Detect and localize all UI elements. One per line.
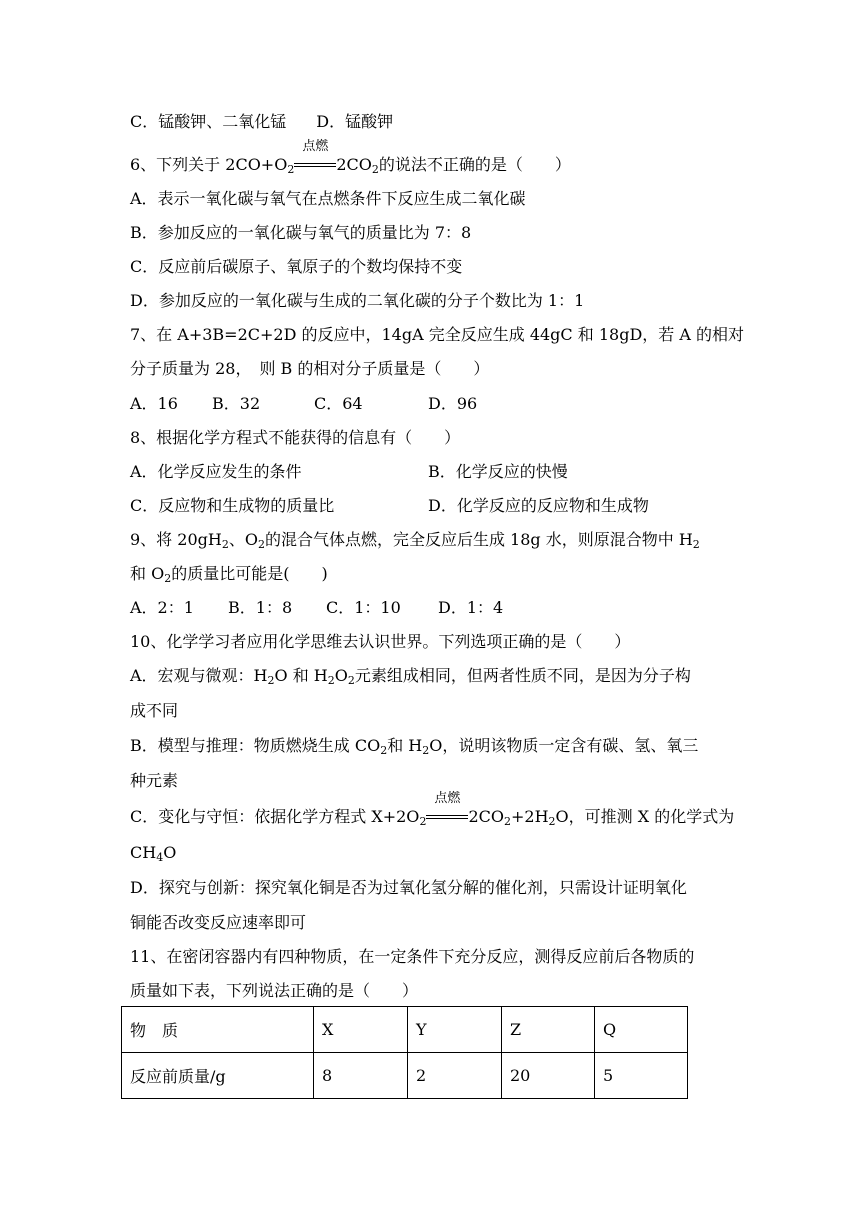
q7-option-d: D．96 [428,394,478,413]
table-cell: 2 [408,1053,502,1099]
q10-condition-arrow [426,791,468,828]
table-cell: 20 [502,1053,595,1099]
q10-option-d-line2: 铜能否改变反应速率即可 [130,913,307,932]
q9-option-c: C．1：10 [326,598,401,617]
q6-condition-arrow [294,139,336,176]
q9-option-a: A．2：1 [130,598,194,617]
table-cell: 8 [314,1053,408,1099]
q11-mass-table [121,1006,688,1099]
q5-options-line [130,111,393,133]
table-cell: Y [408,1007,502,1053]
q10-option-b-line2: 种元素 [130,771,179,790]
q10-option-c-line2: $CH_4O$ [130,843,177,864]
q9-options-line [130,597,503,619]
q10-condition: 点燃 [434,791,461,806]
q7-stem-line1: 7、在 A+3B=2C+2D 的反应中，14gA 完全反应生成 44gC 和 18gD，若 A 的相对 [130,325,744,344]
q11-stem-line1: 11、在密闭容器内有四种物质，在一定条件下充分反应，测得反应前后各物质的 [130,947,695,966]
table-cell: Z [502,1007,595,1053]
q10-option-b-line1: B．模型与推理：物质燃烧生成 $CO_2$和 $H_2O$，说明该物质一定含有碳、氢、氧三 [130,736,699,757]
q11-stem-line2: 质量如下表，下列说法正确的是（ ） [130,981,419,1000]
q6-stem: 6、下列关于 $2CO+O_2$ 点燃 $2CO_2$的说法不正确的是（ ） [130,139,571,176]
q8-options-row2 [130,495,649,517]
q6-option-d: D．参加反应的一氧化碳与生成的二氧化碳的分子个数比为 1：1 [130,291,585,310]
q9-stem-line1: 9、将 $20gH_2$、$O_2$的混合气体点燃，完全反应后生成 18g 水，则原混合物中 $H_2$ [130,530,700,551]
q10-option-a-line1: A．宏观与微观：$H_2O$ 和 $H_2O_2$元素组成相同，但两者性质不同，是因为分子构 [130,666,691,687]
q7-stem-line2: 分子质量为 28， 则 B 的相对分子质量是（ ） [130,359,490,378]
q7-options-line [130,393,477,415]
table-row [122,1053,688,1099]
q6-option-b: B．参加反应的一氧化碳与氧气的质量比为 7：8 [130,223,472,242]
table-cell: 反应前质量/g [122,1053,314,1099]
q8-option-a: A．化学反应发生的条件 [130,462,302,481]
q9-option-d: D．1：4 [438,598,504,617]
q9-stem-line2: 和 $O_2$的质量比可能是( ) [130,564,328,585]
q5-option-c: C．锰酸钾、二氧化锰 [130,112,287,131]
q10-stem: 10、化学学习者应用化学思维去认识世界。下列选项正确的是（ ） [130,632,631,651]
q10-option-c-line1: C．变化与守恒：依据化学方程式 $X+2O_2$ 点燃 $2CO_2+2H_2O$，可推测 X 的化学式为 [130,791,735,828]
q7-option-a: A．16 [130,394,178,413]
q8-option-c: C．反应物和生成物的质量比 [130,496,335,515]
q5-option-d: D．锰酸钾 [316,112,394,131]
q6-condition: 点燃 [302,139,329,154]
q10-option-a-line2: 成不同 [130,701,179,720]
table-cell: 物 质 [122,1007,314,1053]
table-cell: X [314,1007,408,1053]
q7-option-b: B．32 [212,394,261,413]
q9-option-b: B．1：8 [228,598,293,617]
q8-options-row1 [130,461,568,483]
q7-option-c: C．64 [314,394,363,413]
table-header-row [122,1007,688,1053]
q8-stem: 8、根据化学方程式不能获得的信息有（ ） [130,428,461,447]
table-cell: Q [595,1007,688,1053]
q6-option-c: C．反应前后碳原子、氧原子的个数均保持不变 [130,257,463,276]
q10-option-d-line1: D．探究与创新：探究氧化铜是否为过氧化氢分解的催化剂，只需设计证明氧化 [130,878,687,897]
q6-option-a: A．表示一氧化碳与氧气在点燃条件下反应生成二氧化碳 [130,189,526,208]
q8-option-b: B．化学反应的快慢 [428,462,568,481]
table-cell: 5 [595,1053,688,1099]
q8-option-d: D．化学反应的反应物和生成物 [428,496,649,515]
